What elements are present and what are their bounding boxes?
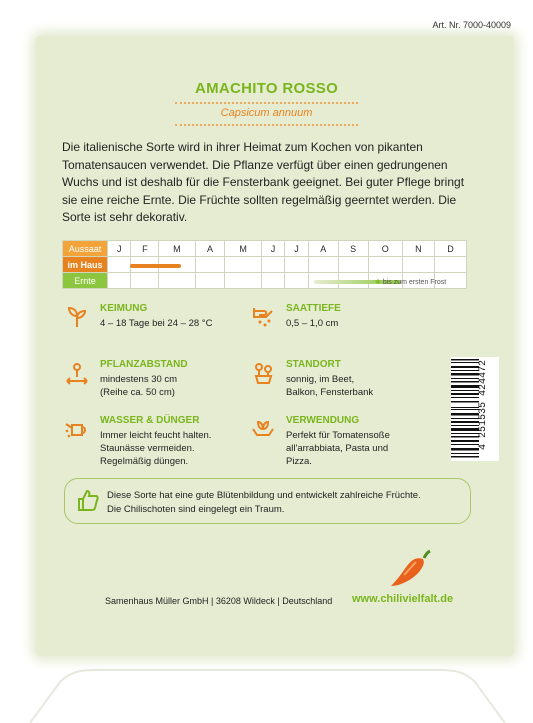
- row-label-aussaat: Aussaat: [63, 241, 108, 257]
- latin-name: Capsicum annuum: [220, 107, 313, 119]
- flower-small-icon: ❀: [375, 279, 381, 286]
- footer-company: Samenhaus Müller GmbH | 36208 Wildeck | Deutschland: [105, 596, 333, 606]
- description: Die italienische Sorte wird in ihrer Heimat zum Kochen von pikanten Tomatensaucen verwendet. Die Pflanze verfügt über einen gedrungenen Wuchs und ist deshalb für die Fensterbank geeignet. Bei guter Pflege bringt sie eine reiche Ernte. Die Früchte sollten regelmäßig geerntet werden. Die Sorte ist sehr dekorativ.: [62, 140, 465, 224]
- pflanzabstand-head: PFLANZABSTAND: [100, 359, 188, 370]
- wasser-line2: Staunässe vermeiden.: [100, 443, 195, 454]
- wasser-head: WASSER & DÜNGER: [100, 415, 200, 426]
- calendar-cell: [308, 257, 338, 273]
- standort-line1: sonnig, im Beet,: [286, 374, 355, 385]
- month-header: J: [261, 241, 284, 257]
- barcode-bars: [451, 357, 481, 461]
- frost-note: ❀ bis zum ersten Frost: [375, 279, 447, 286]
- note-line2: Die Chilischoten sind eingelegt ein Traum.: [107, 504, 285, 515]
- month-header: D: [434, 241, 466, 257]
- flower-pot-icon: [250, 359, 276, 385]
- website-link[interactable]: www.chilivielfalt.de: [352, 593, 454, 605]
- month-header: S: [338, 241, 368, 257]
- calendar-cell: [402, 257, 434, 273]
- seed-packet-card: [36, 36, 514, 656]
- calendar-cell: [108, 257, 131, 273]
- standort-line2: Balkon, Fensterbank: [286, 387, 374, 398]
- month-header: J: [108, 241, 131, 257]
- month-header: A: [195, 241, 225, 257]
- note-box: [64, 478, 471, 524]
- month-header: N: [402, 241, 434, 257]
- wasser-line3: Regelmäßig düngen.: [100, 456, 189, 467]
- calendar-cell: [285, 273, 308, 289]
- barcode: [451, 357, 499, 461]
- keimung-text: 4 – 18 Tage bei 24 – 28 °C: [100, 318, 213, 329]
- wasser-line1: Immer leicht feucht halten.: [100, 430, 212, 441]
- pflanzabstand-line2: (Reihe ca. 50 cm): [100, 387, 175, 398]
- note-line1: Diese Sorte hat eine gute Blütenbildung und entwickelt zahlreiche Früchte.: [107, 490, 421, 501]
- barcode-number: 4 251535 424472: [478, 360, 489, 451]
- month-header: F: [131, 241, 159, 257]
- calendar-cell: [131, 273, 159, 289]
- month-header: M: [225, 241, 261, 257]
- verwendung-line1: Perfekt für Tomatensoße: [286, 430, 390, 441]
- calendar-cell: [338, 257, 368, 273]
- pflanzabstand-line1: mindestens 30 cm: [100, 374, 178, 385]
- row-label-ernte: Ernte: [63, 273, 108, 289]
- verwendung-line3: Pizza.: [286, 456, 312, 467]
- calendar-cell: [434, 257, 466, 273]
- packet-bottom-flap: [0, 600, 533, 723]
- calendar-cell: [159, 273, 195, 289]
- month-header: O: [368, 241, 402, 257]
- row-label-im-haus: im Haus: [63, 257, 108, 273]
- calendar-cell: [225, 257, 261, 273]
- calendar-cell: [261, 273, 284, 289]
- calendar-cell: [261, 257, 284, 273]
- saattiefe-head: SAATTIEFE: [286, 303, 341, 314]
- calendar-bar-1: [130, 264, 181, 268]
- verwendung-head: VERWENDUNG: [286, 415, 360, 426]
- calendar-cell: [108, 273, 131, 289]
- variety-title: AMACHITO ROSSO: [194, 80, 339, 97]
- hand-seeds-icon: [250, 303, 276, 329]
- month-header: A: [308, 241, 338, 257]
- keimung-head: KEIMUNG: [100, 303, 148, 314]
- calendar-cell: [285, 257, 308, 273]
- watering-can-icon: [64, 415, 90, 441]
- title-divider-top: [175, 102, 358, 104]
- calendar-cell: [195, 257, 225, 273]
- thumbs-up-icon: [75, 487, 101, 513]
- calendar-cell: [368, 257, 402, 273]
- hands-plant-icon: [250, 415, 276, 441]
- article-number: Art. Nr. 7000-40009: [432, 20, 511, 30]
- plant-spacing-icon: [64, 359, 90, 385]
- seedling-icon: [64, 303, 90, 329]
- month-header: M: [159, 241, 195, 257]
- month-header: J: [285, 241, 308, 257]
- saattiefe-text: 0,5 – 1,0 cm: [286, 318, 339, 329]
- chili-icon: [390, 548, 434, 592]
- calendar-cell: [225, 273, 261, 289]
- verwendung-line2: all'arrabbiata, Pasta und: [286, 443, 389, 454]
- title-divider-bottom: [175, 124, 358, 126]
- calendar-cell: [195, 273, 225, 289]
- standort-head: STANDORT: [286, 359, 341, 370]
